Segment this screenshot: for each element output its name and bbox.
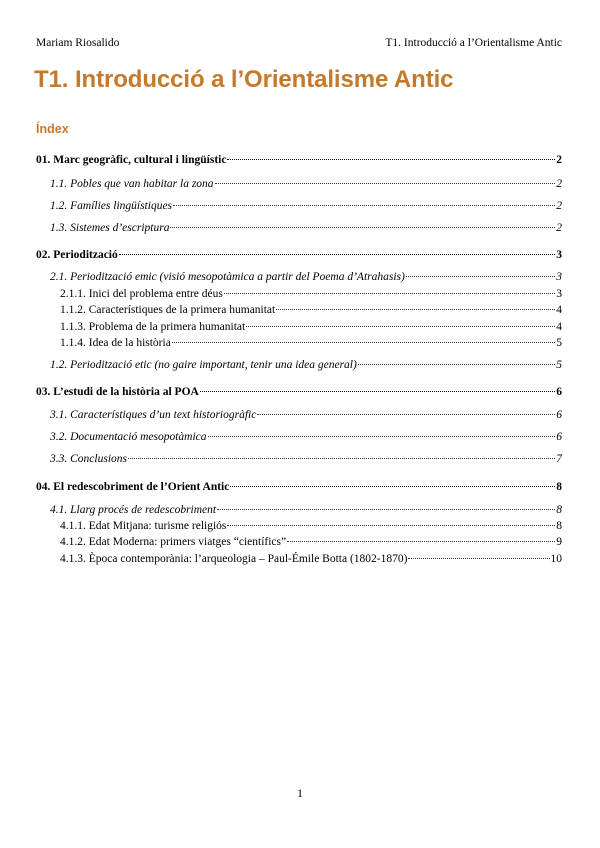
toc-entry[interactable] — [60, 336, 562, 350]
document-title: T1. Introducció a l’Orientalisme Antic — [34, 66, 454, 93]
toc-dot-leader — [173, 205, 555, 206]
toc-entry[interactable] — [36, 385, 562, 399]
toc-entry-page: 10 — [550, 553, 562, 565]
toc-dot-leader — [172, 342, 555, 343]
toc-entry[interactable] — [60, 535, 562, 549]
toc-entry-page: 9 — [556, 536, 562, 548]
toc-entry-page: 6 — [556, 409, 562, 421]
toc-entry-title: 4.1.2. Edat Moderna: primers viatges “científics” — [60, 536, 287, 548]
toc-dot-leader — [358, 364, 555, 365]
toc-entry-page: 8 — [556, 504, 562, 516]
toc-entry-title: 1.1. Pobles que van habitar la zona — [50, 178, 214, 190]
toc-entry-title: 1.2. Famílies lingüístiques — [50, 200, 173, 212]
toc-entry-page: 2 — [556, 222, 562, 234]
toc-dot-leader — [287, 541, 555, 542]
toc-entry-page: 8 — [556, 520, 562, 532]
toc-entry-page: 7 — [556, 453, 562, 465]
toc-entry-title: 1.1.4. Idea de la història — [60, 337, 171, 349]
toc-entry[interactable] — [60, 320, 562, 334]
toc-dot-leader — [217, 509, 555, 510]
toc-entry-title: 3.2. Documentació mesopotàmica — [50, 431, 207, 443]
toc-dot-leader — [230, 486, 555, 487]
toc-dot-leader — [257, 414, 555, 415]
toc-dot-leader — [406, 276, 555, 277]
toc-dot-leader — [227, 525, 555, 526]
toc-dot-leader — [119, 254, 555, 255]
toc-entry-page: 8 — [556, 481, 562, 493]
toc-entry-page: 3 — [556, 249, 562, 261]
page-number: 1 — [297, 786, 303, 800]
toc-entry-title: 3.1. Característiques d’un text historiogràfic — [50, 409, 257, 421]
toc-entry-page: 4 — [556, 304, 562, 316]
toc-entry-page: 6 — [556, 386, 562, 398]
toc-entry-title: 02. Periodització — [36, 249, 118, 261]
toc-dot-leader — [208, 436, 556, 437]
toc-dot-leader — [224, 293, 555, 294]
toc-entry[interactable] — [50, 270, 562, 284]
toc-entry-title: 3.3. Conclusions — [50, 453, 127, 465]
header-running-title: T1. Introducció a l’Orientalisme Antic — [385, 37, 562, 49]
toc-entry-title: 1.3. Sistemes d’escriptura — [50, 222, 170, 234]
toc-entry[interactable] — [50, 221, 562, 235]
toc-entry-title: 01. Marc geogràfic, cultural i lingüístic — [36, 154, 227, 166]
toc-entry-title: 4.1.1. Edat Mitjana: turisme religiós — [60, 520, 227, 532]
toc-entry[interactable] — [60, 287, 562, 301]
toc-entry-page: 3 — [556, 271, 562, 283]
toc-entry[interactable] — [36, 153, 562, 167]
toc-entry-title: 03. L’estudi de la història al POA — [36, 386, 199, 398]
toc-entry-title: 04. El redescobriment de l’Orient Antic — [36, 481, 230, 493]
toc-dot-leader — [200, 391, 555, 392]
toc-entry-page: 2 — [556, 178, 562, 190]
toc-entry-title: 2.1.1. Inici del problema entre déus — [60, 288, 223, 300]
toc-dot-leader — [276, 309, 555, 310]
toc-entry[interactable] — [50, 430, 562, 444]
toc-entry[interactable] — [60, 303, 562, 317]
toc-entry[interactable] — [50, 177, 562, 191]
toc-entry-title: 1.2. Periodització etic (no gaire important, tenir una idea general) — [50, 359, 357, 371]
toc-entry[interactable] — [50, 358, 562, 372]
toc-entry[interactable] — [36, 480, 562, 494]
toc-entry-title: 4.1.3. Època contemporània: l’arqueologia – Paul-Émile Botta (1802-1870) — [60, 553, 408, 565]
header-author: Mariam Riosalido — [36, 37, 120, 49]
toc-entry-title: 4.1. Llarg procés de redescobriment — [50, 504, 217, 516]
toc-entry-page: 6 — [556, 431, 562, 443]
toc-entry[interactable] — [50, 452, 562, 466]
toc-entry[interactable] — [60, 552, 562, 566]
toc-entry-page: 5 — [556, 337, 562, 349]
toc-dot-leader — [128, 458, 555, 459]
toc-dot-leader — [408, 558, 549, 559]
toc-entry-page: 5 — [556, 359, 562, 371]
toc-entry-page: 2 — [556, 200, 562, 212]
index-heading: Índex — [36, 122, 69, 136]
toc-entry[interactable] — [50, 199, 562, 213]
toc-entry-page: 3 — [556, 288, 562, 300]
toc-entry[interactable] — [50, 503, 562, 517]
toc-entry[interactable] — [36, 248, 562, 262]
toc-dot-leader — [215, 183, 556, 184]
toc-dot-leader — [170, 227, 555, 228]
toc-entry-page: 4 — [556, 321, 562, 333]
toc-entry-title: 1.1.3. Problema de la primera humanitat — [60, 321, 246, 333]
toc-dot-leader — [246, 326, 555, 327]
toc-entry-title: 2.1. Periodització emic (visió mesopotàmica a partir del Poema d’Atrahasis) — [50, 271, 405, 283]
toc-entry-page: 2 — [556, 154, 562, 166]
toc-entry[interactable] — [60, 519, 562, 533]
toc-entry-title: 1.1.2. Característiques de la primera humanitat — [60, 304, 276, 316]
toc-entry[interactable] — [50, 408, 562, 422]
toc-dot-leader — [227, 159, 555, 160]
